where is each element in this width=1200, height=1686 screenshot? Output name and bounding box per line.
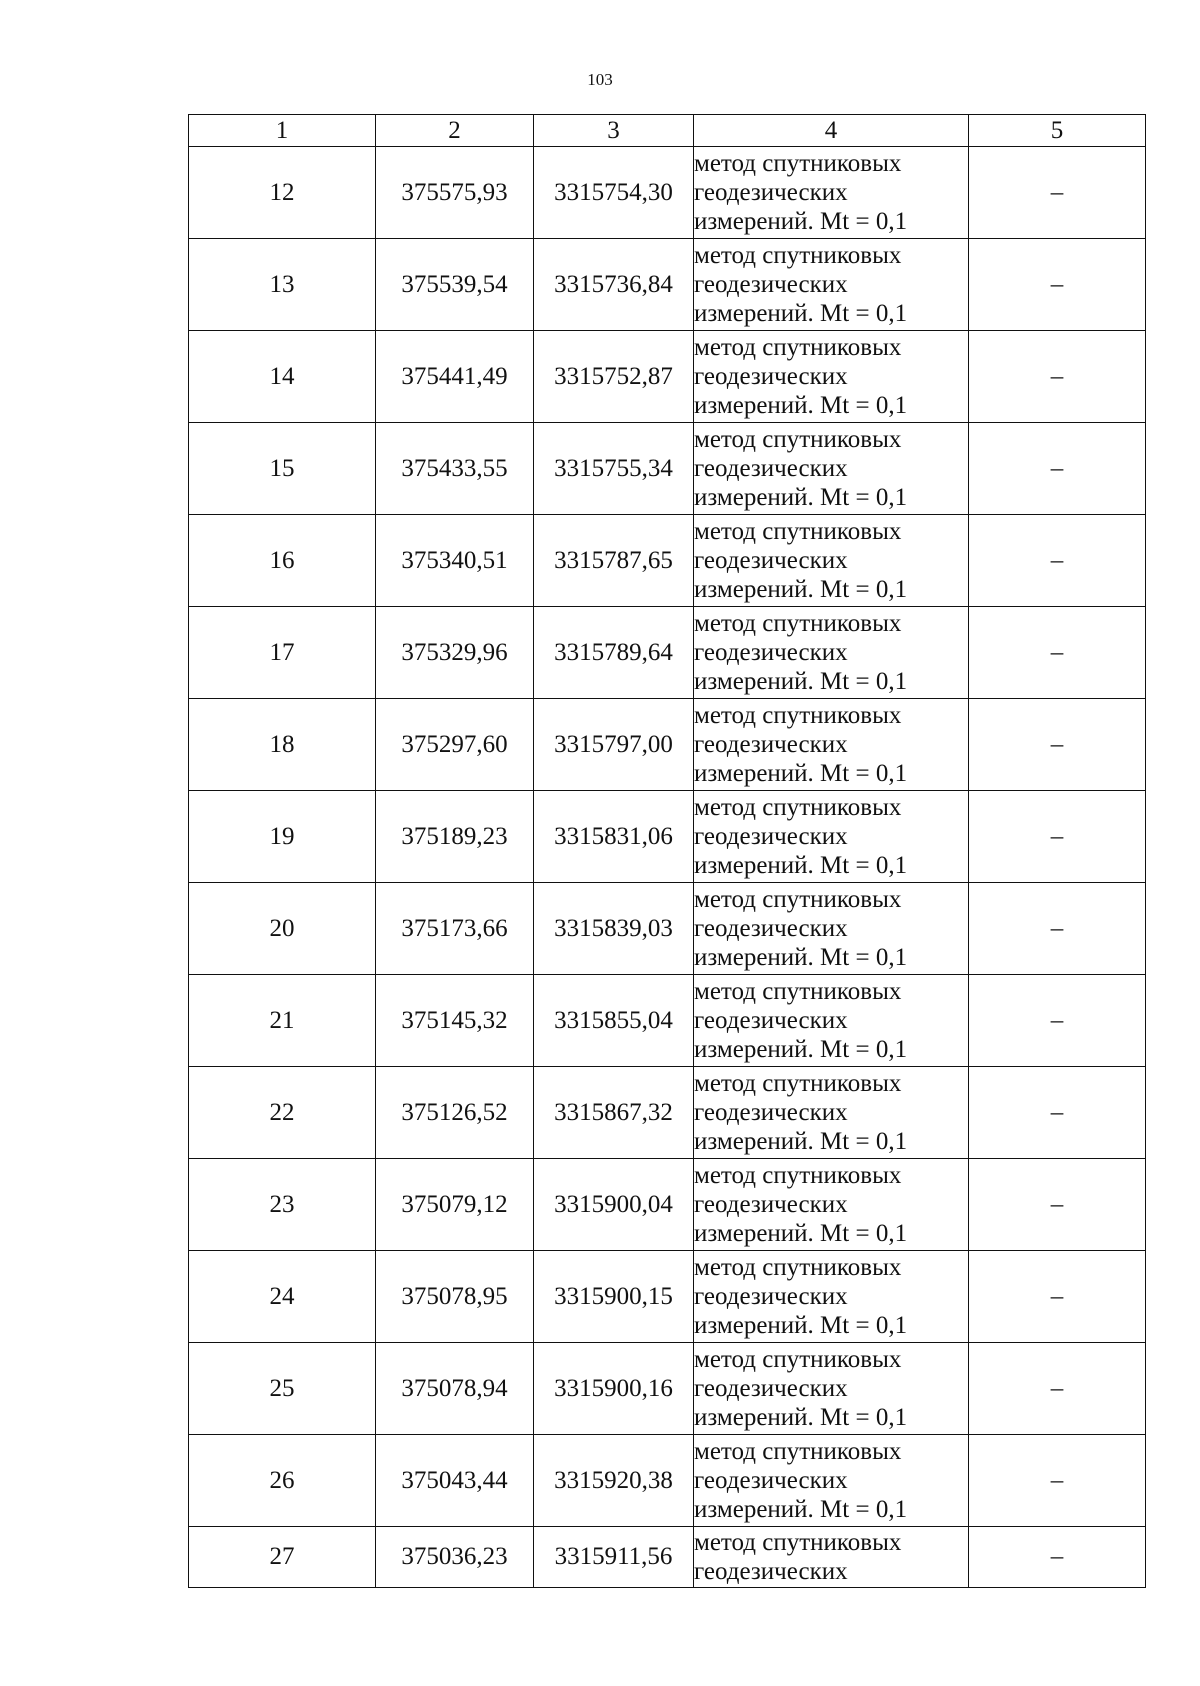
note-cell: – — [969, 791, 1146, 883]
y-coordinate-cell: 3315900,15 — [534, 1251, 694, 1343]
y-coordinate-cell: 3315752,87 — [534, 331, 694, 423]
point-number-cell: 20 — [189, 883, 376, 975]
point-number-cell: 14 — [189, 331, 376, 423]
point-number-cell: 22 — [189, 1067, 376, 1159]
method-line: геодезических — [694, 1467, 848, 1494]
column-header: 5 — [969, 115, 1146, 147]
page-number: 103 — [587, 70, 613, 89]
column-header: 3 — [534, 115, 694, 147]
method-line: метод спутниковых — [694, 886, 902, 913]
method-line: измерений. Mt = 0,1 — [694, 1220, 908, 1247]
note-cell: – — [969, 699, 1146, 791]
table-row — [189, 1527, 1146, 1588]
y-coordinate-cell: 3315787,65 — [534, 515, 694, 607]
method-cell — [694, 1159, 969, 1251]
table-row — [189, 791, 1146, 883]
method-cell — [694, 1435, 969, 1527]
method-line: метод спутниковых — [694, 334, 902, 361]
table-row — [189, 1435, 1146, 1527]
method-line: измерений. Mt = 0,1 — [694, 944, 908, 971]
point-number-cell: 18 — [189, 699, 376, 791]
x-coordinate-cell: 375539,54 — [376, 239, 534, 331]
x-coordinate-cell: 375329,96 — [376, 607, 534, 699]
y-coordinate-cell: 3315754,30 — [534, 147, 694, 239]
x-coordinate-cell: 375036,23 — [376, 1527, 534, 1588]
method-cell — [694, 515, 969, 607]
table-row — [189, 331, 1146, 423]
note-cell: – — [969, 515, 1146, 607]
table-header-row — [189, 115, 1146, 147]
point-number-cell: 24 — [189, 1251, 376, 1343]
note-cell: – — [969, 1067, 1146, 1159]
method-cell — [694, 1251, 969, 1343]
table-row — [189, 975, 1146, 1067]
note-cell: – — [969, 1343, 1146, 1435]
note-cell: – — [969, 331, 1146, 423]
method-cell — [694, 239, 969, 331]
method-line: измерений. Mt = 0,1 — [694, 392, 908, 419]
method-cell — [694, 975, 969, 1067]
method-cell — [694, 147, 969, 239]
note-cell: – — [969, 1251, 1146, 1343]
method-cell — [694, 331, 969, 423]
table-row — [189, 423, 1146, 515]
table-body — [189, 147, 1146, 1588]
method-line: геодезических — [694, 1283, 848, 1310]
y-coordinate-cell: 3315736,84 — [534, 239, 694, 331]
column-header: 4 — [694, 115, 969, 147]
x-coordinate-cell: 375079,12 — [376, 1159, 534, 1251]
method-line: геодезических — [694, 1191, 848, 1218]
method-line: измерений. Mt = 0,1 — [694, 760, 908, 787]
method-line: геодезических — [694, 915, 848, 942]
y-coordinate-cell: 3315920,38 — [534, 1435, 694, 1527]
y-coordinate-cell: 3315755,34 — [534, 423, 694, 515]
note-cell: – — [969, 147, 1146, 239]
y-coordinate-cell: 3315867,32 — [534, 1067, 694, 1159]
table-row — [189, 239, 1146, 331]
method-line: измерений. Mt = 0,1 — [694, 484, 908, 511]
point-number-cell: 12 — [189, 147, 376, 239]
table-row — [189, 1251, 1146, 1343]
method-line: измерений. Mt = 0,1 — [694, 668, 908, 695]
method-line: геодезических — [694, 639, 848, 666]
method-line: измерений. Mt = 0,1 — [694, 208, 908, 235]
method-line: измерений. Mt = 0,1 — [694, 576, 908, 603]
method-line: геодезических — [694, 271, 848, 298]
y-coordinate-cell: 3315911,56 — [534, 1527, 694, 1588]
table-row — [189, 1067, 1146, 1159]
point-number-cell: 19 — [189, 791, 376, 883]
column-header: 1 — [189, 115, 376, 147]
x-coordinate-cell: 375126,52 — [376, 1067, 534, 1159]
method-line: метод спутниковых — [694, 242, 902, 269]
x-coordinate-cell: 375433,55 — [376, 423, 534, 515]
y-coordinate-cell: 3315797,00 — [534, 699, 694, 791]
coordinates-table — [188, 114, 1146, 1588]
method-line: измерений. Mt = 0,1 — [694, 1496, 908, 1523]
method-line: метод спутниковых — [694, 1070, 902, 1097]
point-number-cell: 15 — [189, 423, 376, 515]
method-line: метод спутниковых — [694, 702, 902, 729]
note-cell: – — [969, 975, 1146, 1067]
y-coordinate-cell: 3315789,64 — [534, 607, 694, 699]
method-line: геодезических — [694, 731, 848, 758]
table-row — [189, 1343, 1146, 1435]
point-number-cell: 21 — [189, 975, 376, 1067]
note-cell: – — [969, 239, 1146, 331]
y-coordinate-cell: 3315839,03 — [534, 883, 694, 975]
point-number-cell: 27 — [189, 1527, 376, 1588]
x-coordinate-cell: 375441,49 — [376, 331, 534, 423]
method-cell — [694, 607, 969, 699]
point-number-cell: 26 — [189, 1435, 376, 1527]
method-line: метод спутниковых — [694, 518, 902, 545]
method-line: метод спутниковых — [694, 794, 902, 821]
method-line: измерений. Mt = 0,1 — [694, 852, 908, 879]
method-line: геодезических — [694, 1007, 848, 1034]
x-coordinate-cell: 375078,95 — [376, 1251, 534, 1343]
method-line: геодезических — [694, 1375, 848, 1402]
table-row — [189, 607, 1146, 699]
method-line: измерений. Mt = 0,1 — [694, 1312, 908, 1339]
method-line: метод спутниковых — [694, 610, 902, 637]
note-cell: – — [969, 1159, 1146, 1251]
method-line: измерений. Mt = 0,1 — [694, 300, 908, 327]
method-line: геодезических — [694, 823, 848, 850]
x-coordinate-cell: 375145,32 — [376, 975, 534, 1067]
method-line: метод спутниковых — [694, 1346, 902, 1373]
x-coordinate-cell: 375078,94 — [376, 1343, 534, 1435]
method-line: метод спутниковых — [694, 1254, 902, 1281]
y-coordinate-cell: 3315900,04 — [534, 1159, 694, 1251]
point-number-cell: 25 — [189, 1343, 376, 1435]
point-number-cell: 13 — [189, 239, 376, 331]
method-line: метод спутниковых — [694, 426, 902, 453]
method-line: геодезических — [694, 363, 848, 390]
method-line: измерений. Mt = 0,1 — [694, 1404, 908, 1431]
x-coordinate-cell: 375173,66 — [376, 883, 534, 975]
method-line: геодезических — [694, 547, 848, 574]
note-cell: – — [969, 1435, 1146, 1527]
method-line: метод спутниковых — [694, 978, 902, 1005]
note-cell: – — [969, 1527, 1146, 1588]
y-coordinate-cell: 3315855,04 — [534, 975, 694, 1067]
method-line: геодезических — [694, 455, 848, 482]
method-cell — [694, 791, 969, 883]
method-cell — [694, 1527, 969, 1588]
y-coordinate-cell: 3315831,06 — [534, 791, 694, 883]
method-line: геодезических — [694, 179, 848, 206]
method-cell — [694, 1343, 969, 1435]
note-cell: – — [969, 607, 1146, 699]
point-number-cell: 16 — [189, 515, 376, 607]
method-line: измерений. Mt = 0,1 — [694, 1036, 908, 1063]
method-line: метод спутниковых — [694, 1529, 902, 1556]
method-cell — [694, 423, 969, 515]
x-coordinate-cell: 375340,51 — [376, 515, 534, 607]
x-coordinate-cell: 375575,93 — [376, 147, 534, 239]
method-line: геодезических — [694, 1099, 848, 1126]
method-line: измерений. Mt = 0,1 — [694, 1128, 908, 1155]
point-number-cell: 23 — [189, 1159, 376, 1251]
table-row — [189, 147, 1146, 239]
method-cell — [694, 883, 969, 975]
method-cell — [694, 699, 969, 791]
table-row — [189, 699, 1146, 791]
note-cell: – — [969, 883, 1146, 975]
method-line: метод спутниковых — [694, 1162, 902, 1189]
column-header: 2 — [376, 115, 534, 147]
point-number-cell: 17 — [189, 607, 376, 699]
method-cell — [694, 1067, 969, 1159]
method-line: метод спутниковых — [694, 150, 902, 177]
table-row — [189, 883, 1146, 975]
table-row — [189, 1159, 1146, 1251]
x-coordinate-cell: 375043,44 — [376, 1435, 534, 1527]
y-coordinate-cell: 3315900,16 — [534, 1343, 694, 1435]
x-coordinate-cell: 375189,23 — [376, 791, 534, 883]
method-line: геодезических — [694, 1558, 848, 1585]
method-line: метод спутниковых — [694, 1438, 902, 1465]
x-coordinate-cell: 375297,60 — [376, 699, 534, 791]
note-cell: – — [969, 423, 1146, 515]
table-row — [189, 515, 1146, 607]
